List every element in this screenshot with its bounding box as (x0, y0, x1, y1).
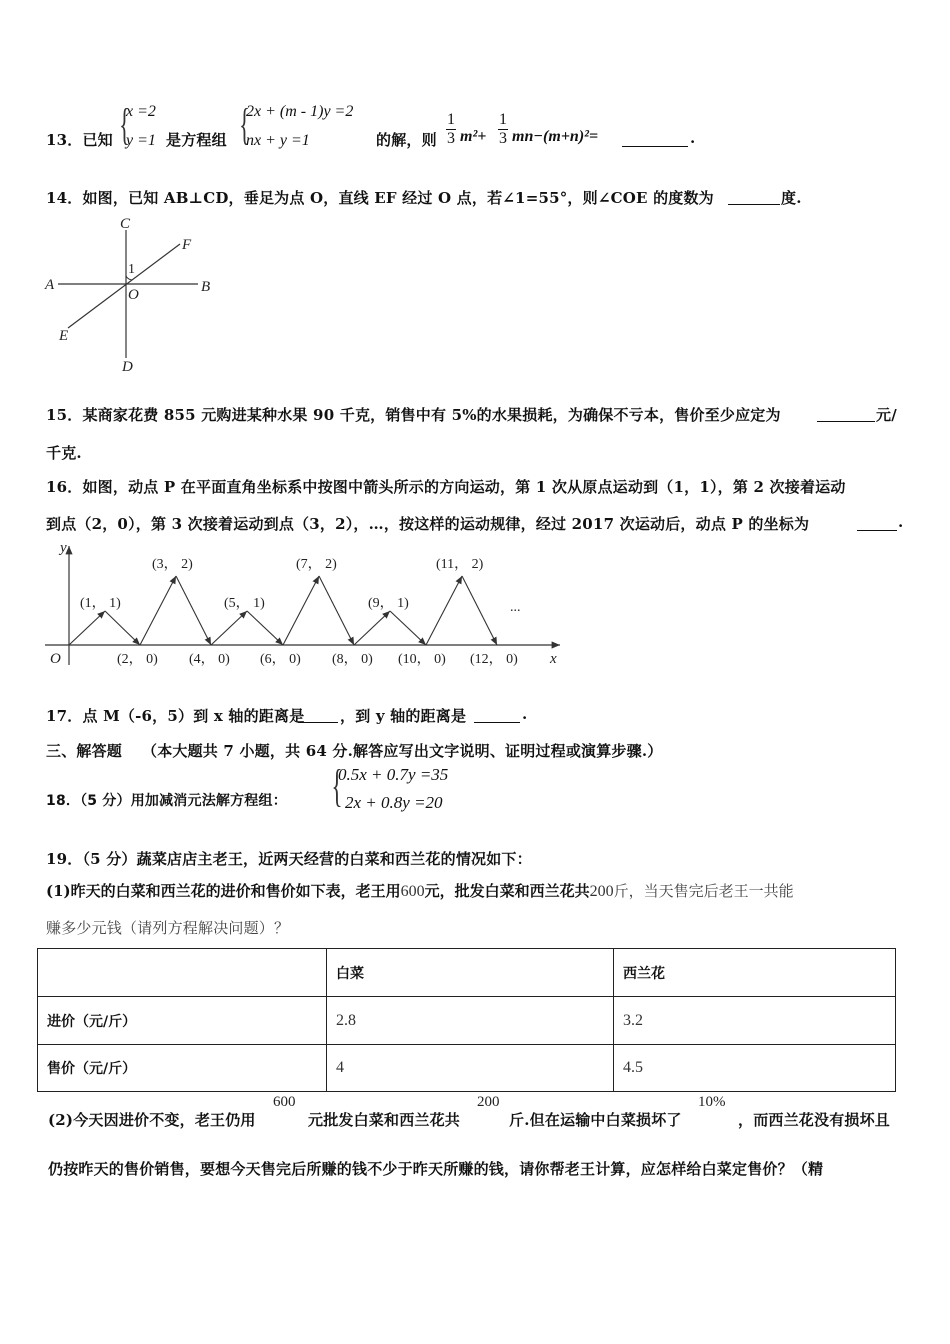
q19-part1-line2: 赚多少元钱（请列方程解决问题）？ (46, 919, 290, 937)
q19-p2-line2: 仍按昨天的售价销售，要想今天售完后所赚的钱不少于昨天所赚的钱，请你帮老王计算，应怎样给白菜定售价？（精 (48, 1160, 824, 1178)
q19-p1-text-rest: 斤，当天售完后老王一共能 (613, 882, 794, 900)
q13-sys2-eq2: nx + y =1 (246, 132, 310, 149)
q19-p2-sup-10pct: 10% (698, 1094, 726, 1110)
label-angle-1: 1 (128, 262, 135, 277)
brace-icon: { (239, 100, 250, 149)
fraction-one-third (497, 111, 509, 148)
point-label: (4， 0) (189, 652, 230, 667)
point-label: (2， 0) (117, 652, 158, 667)
motion-path (69, 576, 497, 645)
q18-text: 18．（5 分）用加减消元法解方程组： (46, 793, 287, 809)
q14-end: 度. (781, 189, 802, 207)
q19-p1-text-b: 元，批发白菜和西兰花共 (424, 882, 590, 900)
point-label: (11， 2) (436, 557, 484, 572)
ellipsis-label: ... (510, 600, 521, 615)
q13-term2: mn−(m+n)²= (512, 128, 599, 145)
q19-p2-sup-200: 200 (477, 1094, 500, 1110)
answer-blank (298, 721, 338, 723)
q15-line1-end: 元/ (876, 406, 897, 424)
q16-line1: 16．如图，动点 P 在平面直角坐标系中按图中箭头所示的方向运动，第 1 次从原点运动到（1，1），第 2 次接着运动 (46, 478, 846, 496)
q13-label: 13．已知 (46, 131, 113, 149)
q19-part1-line1 (46, 880, 794, 901)
label-b: B (201, 279, 211, 295)
point-label: (6， 0) (260, 652, 301, 667)
table-cell: 3.2 (614, 997, 896, 1045)
q18-eq1: 0.5x + 0.7y =35 (338, 765, 449, 784)
table-row (38, 1045, 896, 1092)
table-header-row (38, 949, 896, 997)
q19-p1-text-a: (1)昨天的白菜和西兰花的进价和售价如下表，老王用 (46, 882, 401, 900)
q13-sys1-eq1: x =2 (126, 103, 156, 120)
q19-p2-text-a: (2)今天因进价不变，老王仍用 (48, 1111, 256, 1129)
x-axis-label: x (550, 651, 557, 667)
q13-middle: 是方程组 (166, 131, 227, 149)
q13-end: . (690, 129, 696, 147)
answer-blank (474, 721, 520, 723)
table-row (38, 997, 896, 1045)
q19-p2-text-c: 斤.但在运输中白菜损坏了 (509, 1111, 682, 1129)
q14-text: 14．如图，已知 AB⊥CD，垂足为点 O，直线 EF 经过 O 点，若∠1=55°，则∠COE 的度数为 (46, 189, 714, 207)
label-a: A (45, 277, 55, 293)
section-note: （本大题共 7 小题，共 64 分.解答应写出文字说明、证明过程或演算步骤.） (142, 742, 663, 760)
point-label: (1， 1) (80, 596, 121, 611)
coordinate-path-figure (40, 540, 570, 675)
fraction-one-third (445, 111, 457, 148)
q19-p1-num1: 600 (400, 883, 425, 900)
point-label: (12， 0) (470, 652, 518, 667)
q13-tail: 的解，则 (376, 131, 437, 149)
label-o: O (128, 287, 139, 303)
point-label: (8， 0) (332, 652, 373, 667)
table-cell: 2.8 (327, 997, 614, 1045)
frac-den: 3 (447, 130, 455, 147)
price-table (37, 948, 896, 1092)
point-label: (7， 2) (296, 557, 337, 572)
answer-blank (622, 145, 688, 147)
q19-p2-sup-600: 600 (273, 1094, 296, 1110)
q19-p2-text-d: ，而西兰花没有损坏且 (738, 1111, 891, 1129)
q17-part1: 17．点 M（-6，5）到 x 轴的距离是 (46, 707, 305, 725)
q15-line1: 15．某商家花费 855 元购进某种水果 90 千克，销售中有 5%的水果损耗，为确保不亏本，售价至少应定为 (46, 406, 781, 424)
brace-icon: { (331, 760, 343, 811)
q17-end: . (522, 705, 528, 723)
perpendicular-lines-figure (40, 210, 240, 380)
q19-intro: 19．（5 分）蔬菜店店主老王，近两天经营的白菜和西兰花的情况如下： (46, 850, 532, 868)
label-d: D (122, 359, 133, 375)
row-label: 进价（元/斤） (38, 997, 327, 1045)
q16-line2-end: . (898, 513, 904, 531)
y-axis-label: y (60, 540, 67, 556)
table-header-cell: 西兰花 (614, 949, 896, 997)
table-header-cell: 白菜 (327, 949, 614, 997)
label-c: C (120, 216, 131, 232)
point-label: (10， 0) (398, 652, 446, 667)
q13-term1: m²+ (460, 128, 487, 145)
table-cell: 4 (327, 1045, 614, 1092)
label-e: E (59, 328, 69, 344)
row-label: 售价（元/斤） (38, 1045, 327, 1092)
answer-blank (728, 203, 780, 205)
answer-blank (817, 420, 875, 422)
q13-sys1-eq2: y =1 (126, 132, 156, 149)
brace-icon: { (119, 100, 130, 149)
frac-num: 1 (447, 111, 455, 128)
table-header-cell (38, 949, 327, 997)
q17-part2: ，到 y 轴的距离是 (340, 707, 467, 725)
answer-blank (857, 529, 897, 531)
table-cell: 4.5 (614, 1045, 896, 1092)
q16-line2: 到点（2，0），第 3 次接着运动到点（3，2），…，按这样的运动规律，经过 2017 次运动后，动点 P 的坐标为 (46, 515, 810, 533)
q19-p1-num2: 200 (589, 883, 614, 900)
q19-p2-text-b: 元批发白菜和西兰花共 (308, 1111, 461, 1129)
label-f: F (182, 237, 192, 253)
q18-eq2: 2x + 0.8y =20 (345, 793, 443, 812)
point-label: (5， 1) (224, 596, 265, 611)
point-label: (3， 2) (152, 557, 193, 572)
frac-den: 3 (499, 130, 507, 147)
q15-line2: 千克. (46, 444, 82, 462)
q13-sys2-eq1: 2x + (m - 1)y =2 (246, 103, 354, 120)
section-title: 三、解答题 (46, 742, 123, 760)
origin-label: O (50, 651, 61, 667)
frac-num: 1 (499, 111, 507, 128)
point-label: (9， 1) (368, 596, 409, 611)
